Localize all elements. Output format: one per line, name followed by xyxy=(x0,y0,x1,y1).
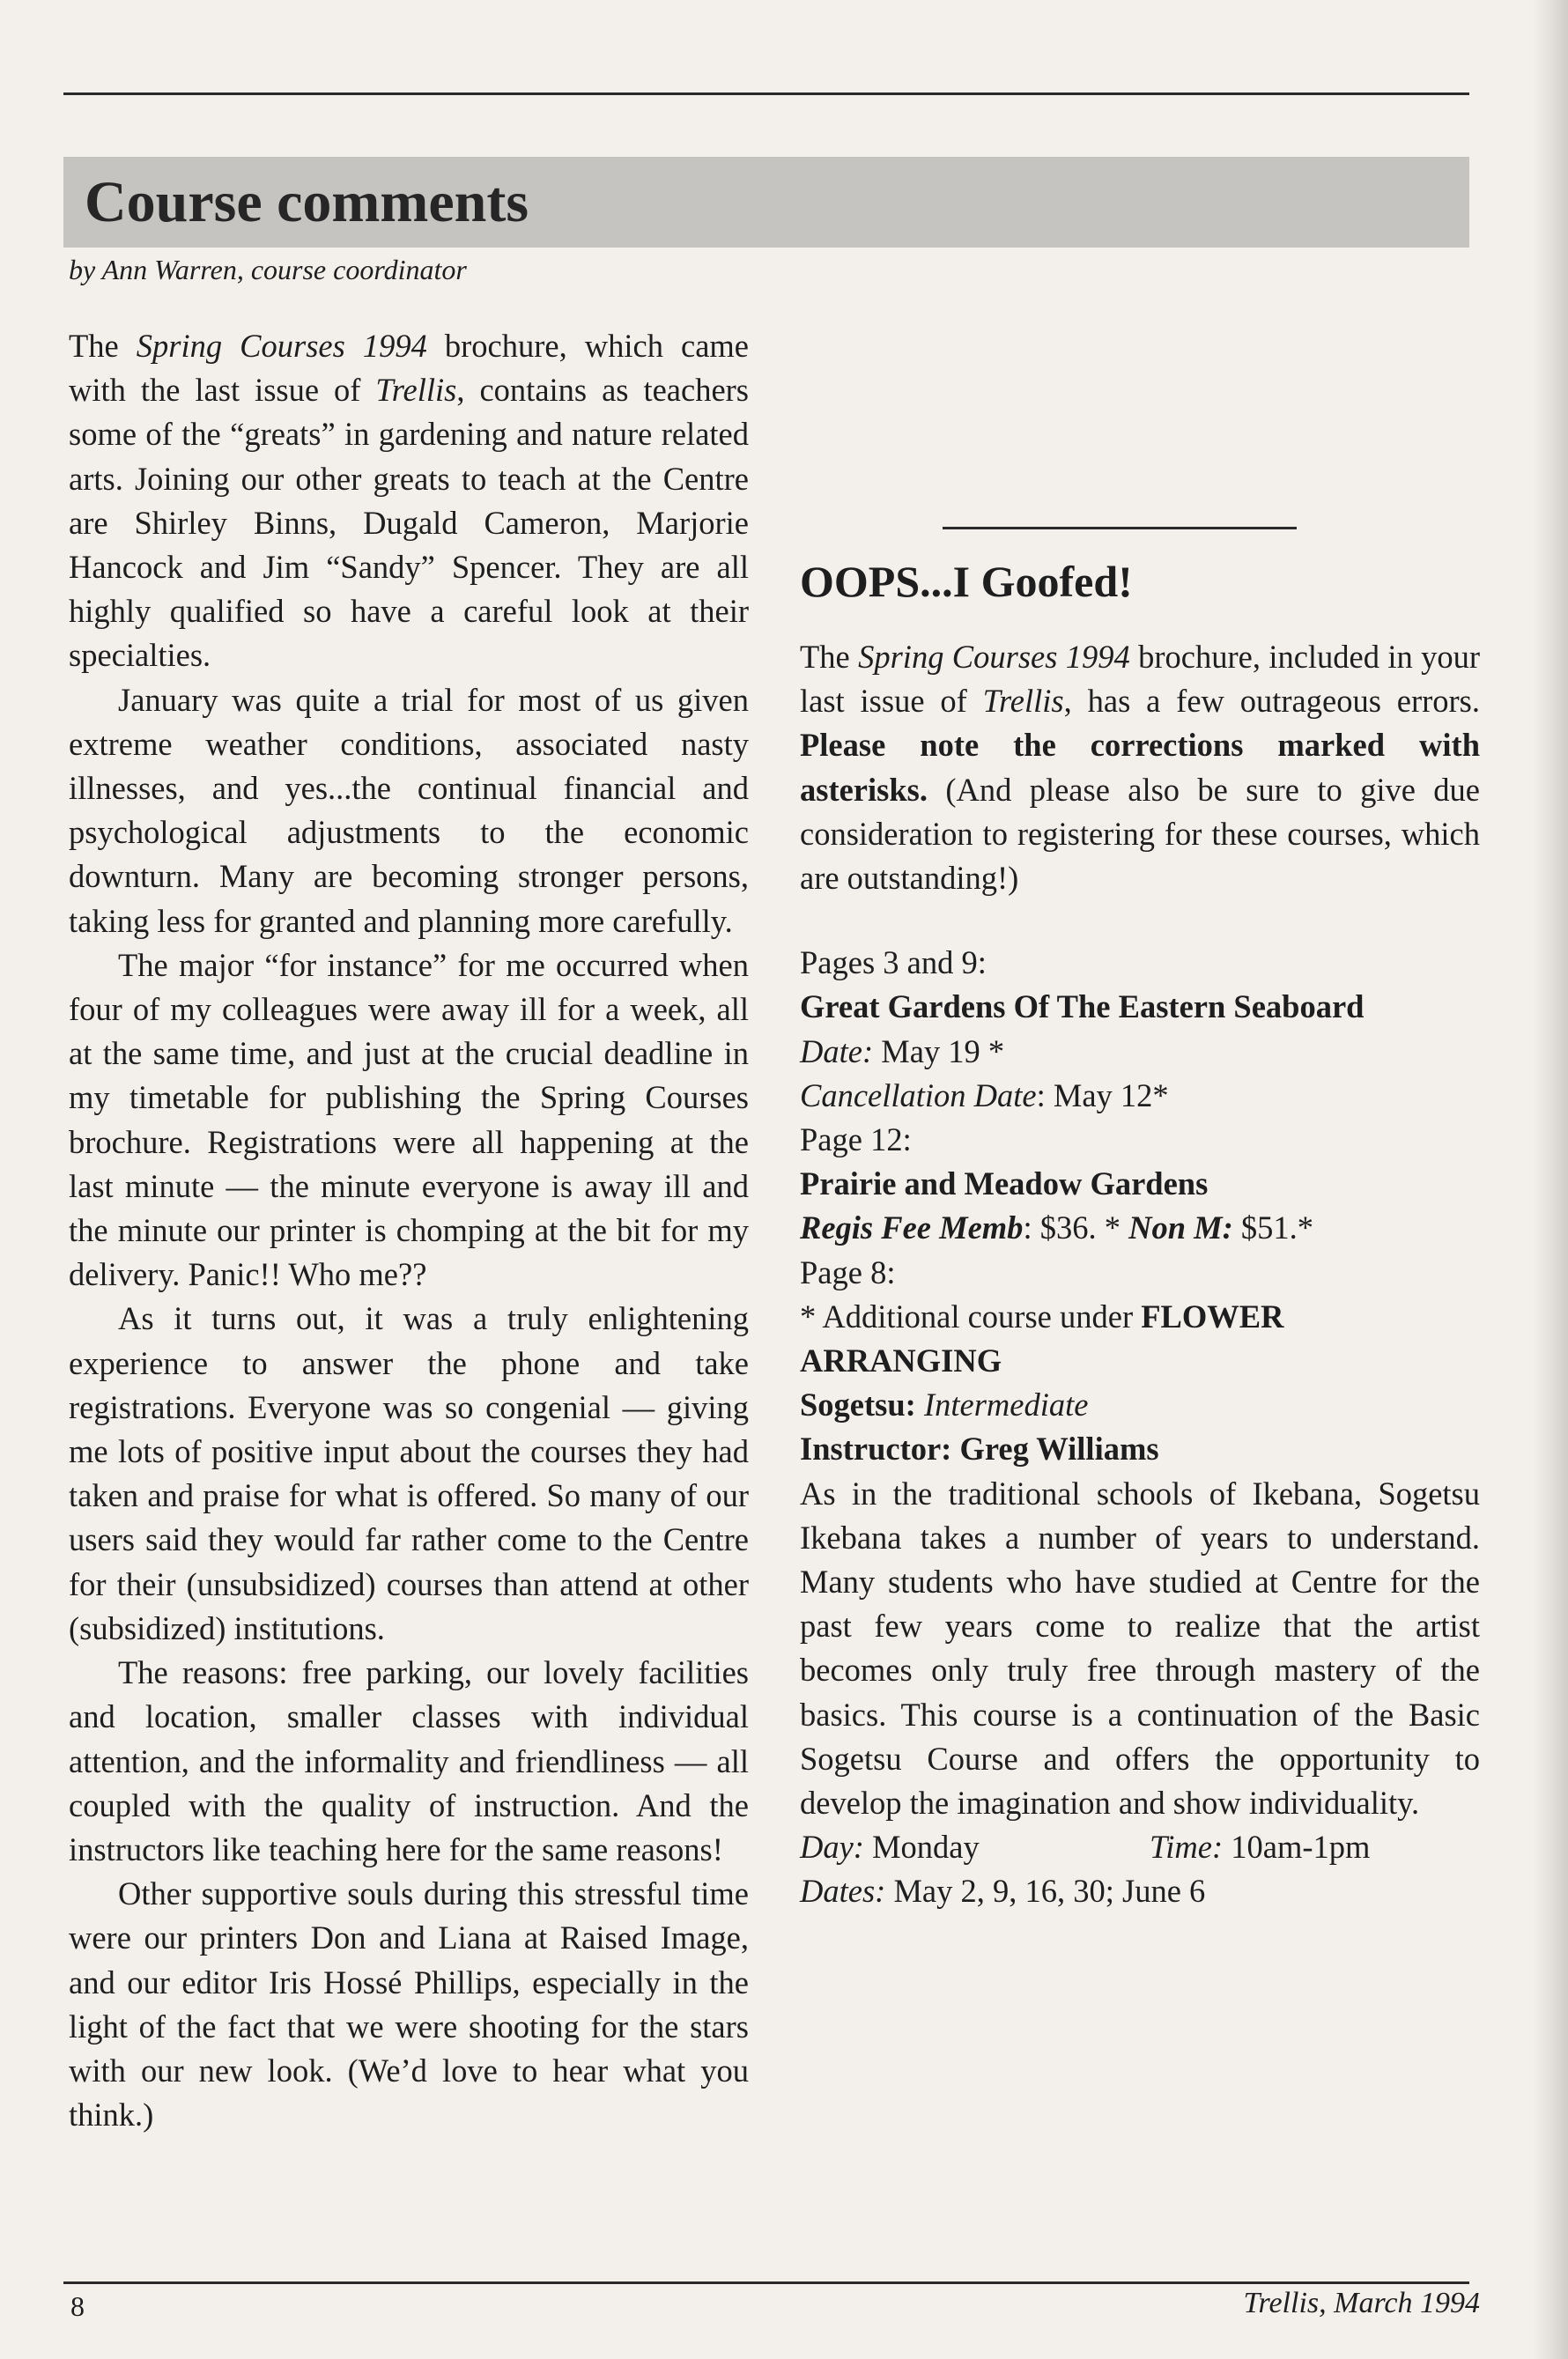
article-paragraph-3: The major “for instance” for me occurred when four of my colleagues were away ill for a week, all at the same time, and just at the crucial deadline in my timetable for publishing the Spring Courses brochure. Registrations were all happening at the last minute — the minute everyone is away ill and the minute our printer is chomping at the bit for my delivery. Panic!! Who me?? xyxy=(69,946,749,1293)
correction-1 xyxy=(800,941,1480,1118)
correction-3-sogetsu: Sogetsu: Intermediate xyxy=(800,1387,1089,1424)
section-divider xyxy=(943,527,1297,529)
correction-1-pages: Pages 3 and 9: xyxy=(800,944,987,981)
correction-2 xyxy=(800,1118,1480,1251)
correction-2-fees: Regis Fee Memb: $36. * Non M: $51.* xyxy=(800,1209,1313,1246)
page-edge-shadow xyxy=(1533,0,1568,2359)
article-paragraph-5: The reasons: free parking, our lovely facilities and location, smaller classes with individual attention, and the informality and friendliness — all coupled with the quality of instruction. And the instructors like teaching here for the same reasons! xyxy=(69,1654,749,1867)
top-rule xyxy=(63,92,1469,95)
correction-1-date: Date: May 19 * xyxy=(800,1032,1005,1069)
right-column xyxy=(800,324,1480,1913)
correction-3-schedule xyxy=(800,1825,1480,1869)
article-paragraph-6: Other supportive souls during this stressful time were our printers Don and Liana at Raised Image, and our editor Iris Hossé Phillips, especially in the light of the fact that we were shooting for the stars with our new look. (We’d love to hear what you think.) xyxy=(69,1875,749,2133)
correction-2-course: Prairie and Meadow Gardens xyxy=(800,1165,1209,1202)
correction-3-description: As in the traditional schools of Ikebana, Sogetsu Ikebana takes a number of years to understand. Many students who have studied at Centre for the past few years come to realize that the artist becomes only truly free through mastery of the basics. This course is a continuation of the Basic Sogetsu Course and offers the opportunity to develop the imagination and show individuality. xyxy=(800,1475,1480,1822)
schedule-dates: Dates: May 2, 9, 16, 30; June 6 xyxy=(800,1873,1206,1910)
page-number: 8 xyxy=(70,2290,85,2322)
correction-1-course: Great Gardens Of The Eastern Seaboard xyxy=(800,988,1365,1025)
oops-heading: OOPS...I Goofed! xyxy=(800,557,1133,606)
correction-3-additional: * Additional course under FLOWER ARRANGING xyxy=(800,1298,1284,1379)
publication-footer: Trellis, March 1994 xyxy=(1243,2287,1480,2319)
correction-3-page: Page 8: xyxy=(800,1253,896,1290)
schedule-day: Day: Monday xyxy=(800,1829,980,1866)
article-paragraph-2: January was quite a trial for most of us given extreme weather conditions, associated nasty illnesses, and yes...the continual financial and psychological adjustments to the economic downturn. Many are becoming stronger persons, taking less for granted and planning more carefully. xyxy=(69,681,749,939)
byline: by Ann Warren, course coordinator xyxy=(69,254,467,285)
left-column xyxy=(69,324,749,2137)
correction-1-cancellation: Cancellation Date: May 12* xyxy=(800,1076,1169,1113)
schedule-time: Time: 10am-1pm xyxy=(1150,1829,1371,1866)
bottom-rule xyxy=(63,2281,1469,2284)
page-title: Course comments xyxy=(85,170,529,234)
article-paragraph-1: The Spring Courses 1994 brochure, which came with the last issue of Trellis, contains as teachers some of the “greats” in gardening and nature related arts. Joining our other greats to teach at the Centre are Shirley Binns, Dugald Cameron, Marjorie Hancock and Jim “Sandy” Spencer. They are all highly qualified so have a careful look at their specialties. xyxy=(69,328,750,674)
correction-2-page: Page 12: xyxy=(800,1121,912,1158)
article-paragraph-4: As it turns out, it was a truly enlightening experience to answer the phone and take registrations. Everyone was so congenial — giving me lots of positive input about the courses they had taken and praise for what is offered. So many of our users said they would far rather come to the Centre for their (unsubsidized) courses than attend at other (subsidized) institutions. xyxy=(69,1300,749,1646)
oops-intro: The Spring Courses 1994 brochure, included in your last issue of Trellis, has a few outrageous errors. Please note the corrections marked with asterisks. (And please also be sure to give due consideration to registering for these courses, which are outstanding!) xyxy=(800,639,1481,897)
correction-3 xyxy=(800,1251,1480,1914)
correction-3-instructor: Instructor: Greg Williams xyxy=(800,1431,1159,1468)
